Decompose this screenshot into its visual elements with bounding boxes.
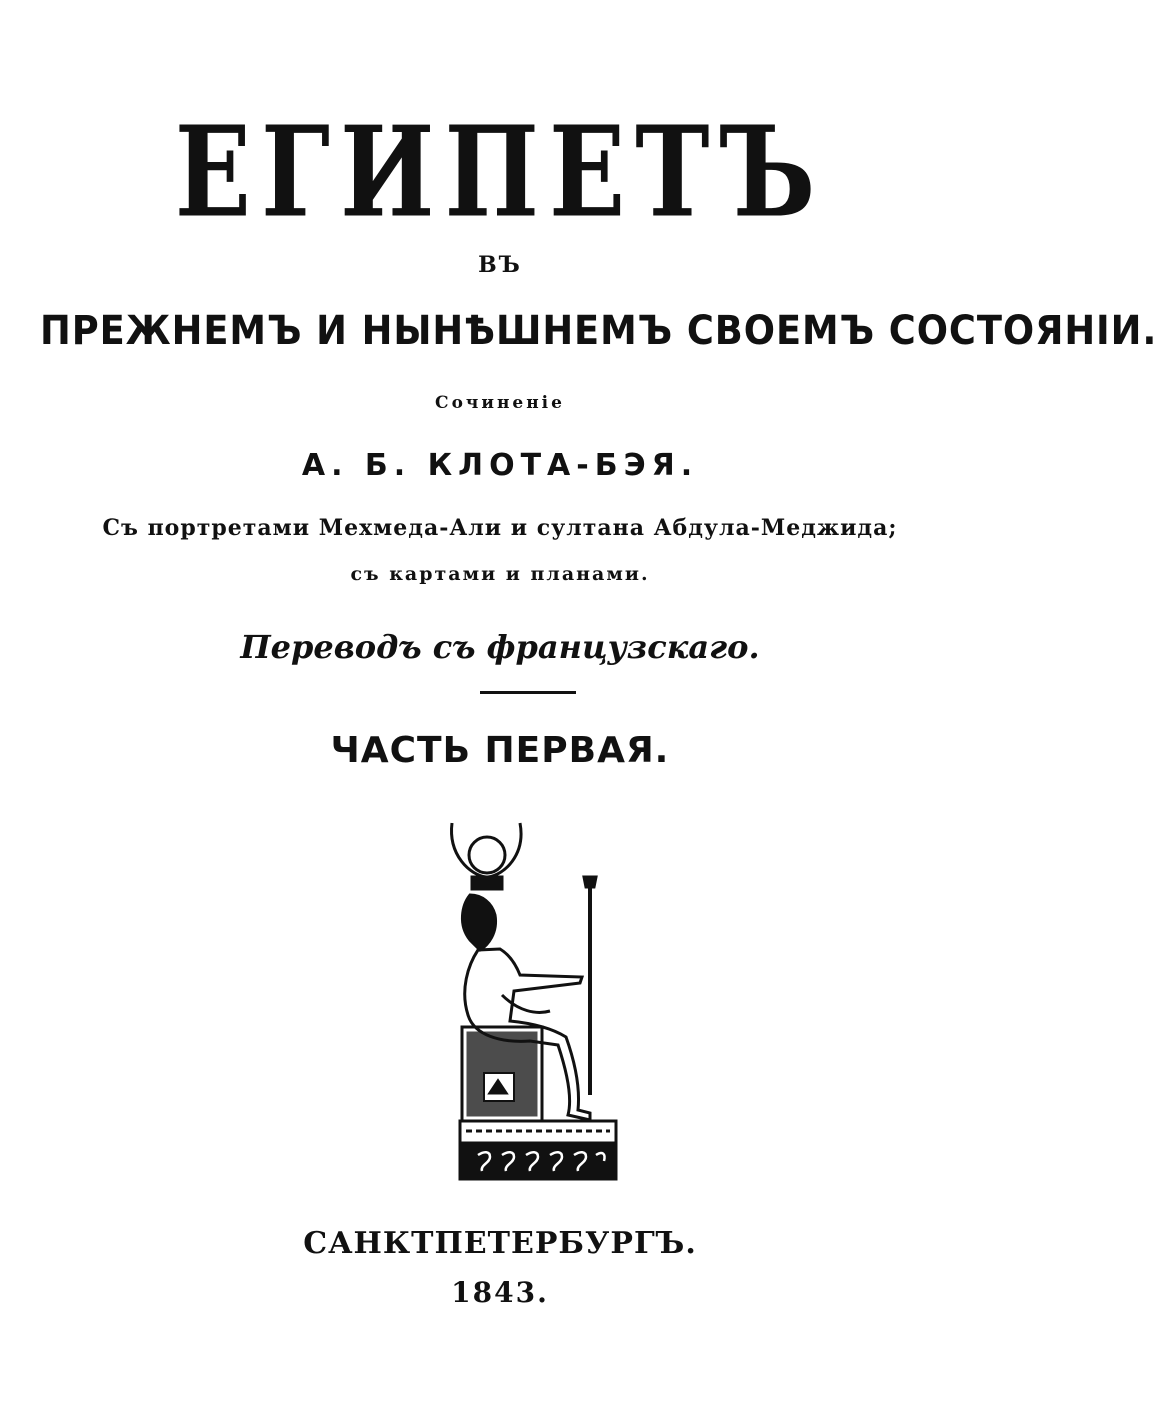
portraits-note: Съ портретами Мехмеда-Али и султана Абдула-Меджида; <box>102 515 898 541</box>
works-label: Сочиненіе <box>435 393 565 413</box>
divider-rule <box>480 691 576 694</box>
seated-egyptian-goddess-icon <box>440 815 630 1187</box>
book-subtitle: ПРЕЖНЕМЪ И НЫНѢШНЕМЪ СВОЕМЪ СОСТОЯНІИ. <box>40 308 1157 354</box>
preposition: ВЪ <box>478 252 522 278</box>
maps-note: съ картами и планами. <box>350 563 650 585</box>
publication-city: САНКТПЕТЕРБУРГЪ. <box>303 1226 697 1261</box>
translation-note: Переводъ съ французскаго. <box>240 628 760 666</box>
author-name: А. Б. КЛОТА-БЭЯ. <box>301 448 699 483</box>
book-title: ЕГИПЕТЪ <box>174 98 826 246</box>
publication-year: 1843. <box>451 1276 549 1309</box>
part-heading: ЧАСТЬ ПЕРВАЯ. <box>330 730 670 771</box>
